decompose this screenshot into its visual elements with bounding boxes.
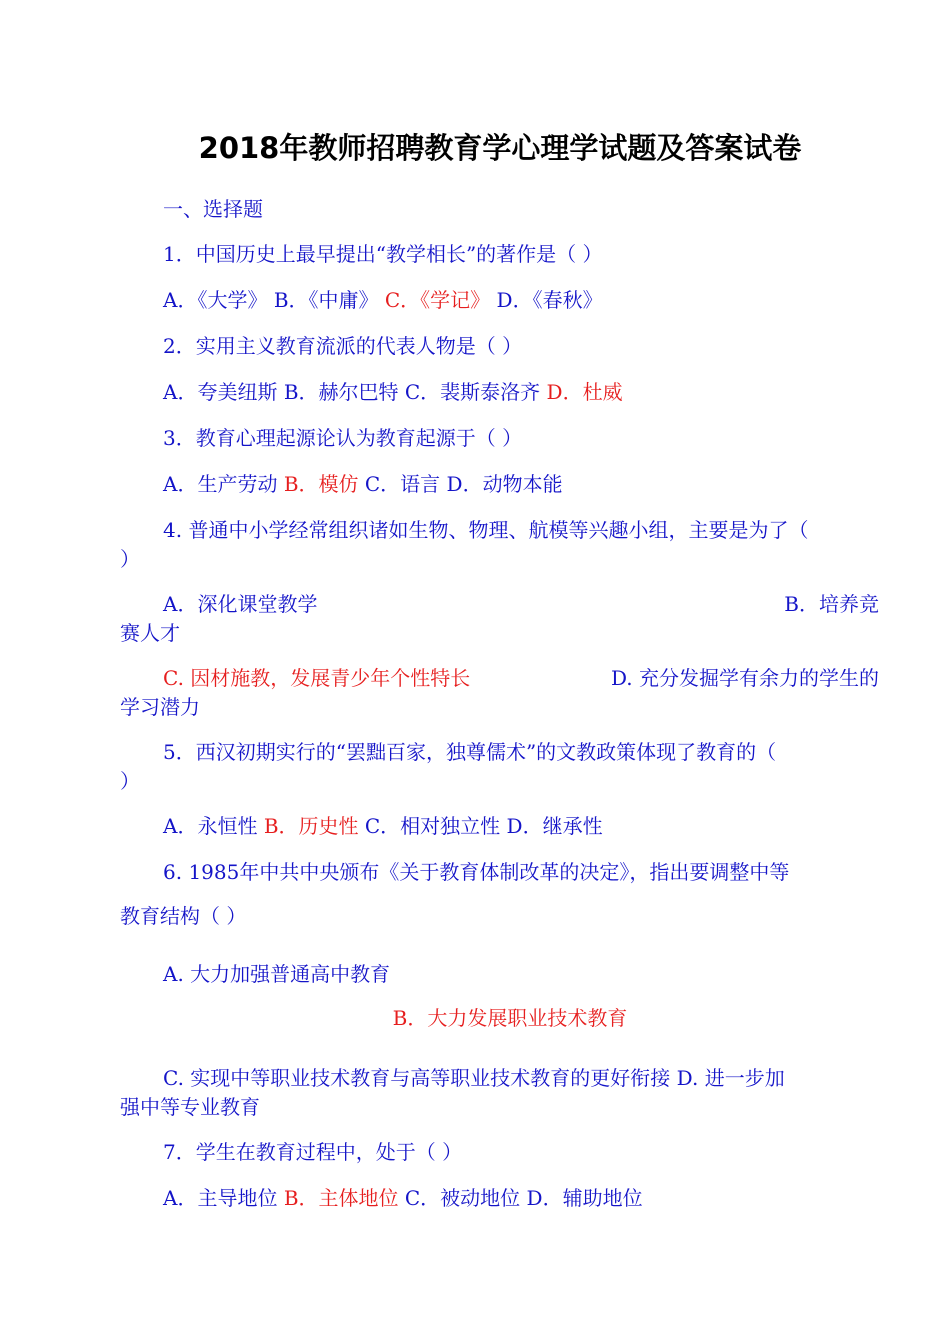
option-a: A．《大学》 [163, 288, 268, 312]
question-2-options [120, 378, 879, 406]
question-4-stem-line2: ） [120, 547, 140, 571]
question-6-stem-line1: 6. 1985年中共中央颁布《关于教育体制改革的决定》，指出要调整中等 [163, 860, 790, 884]
option-d: D．动物本能 [446, 472, 563, 496]
option-b-line2: 赛人才 [120, 621, 180, 645]
option-d: D．辅助地位 [526, 1186, 643, 1210]
question-6-option-c-line1: C. 实现中等职业技术教育与高等职业技术教育的更好衔接 D. 进一步加 [163, 1066, 785, 1090]
option-a: A．主导地位 [163, 1186, 278, 1210]
option-b: B．《中庸》 [273, 288, 379, 312]
section-heading: 一、选择题 [163, 197, 263, 221]
question-7-stem: 7．学生在教育过程中，处于（ ） [163, 1140, 463, 1164]
option-c-answer: C．《学记》 [384, 288, 491, 312]
option-d: D．继承性 [506, 814, 603, 838]
question-5-stem-line1: 5．西汉初期实行的“罢黜百家，独尊儒术”的文教政策体现了教育的（ [163, 740, 777, 764]
option-d-line1: D. 充分发掘学有余力的学生的 [610, 666, 879, 690]
option-c: C．语言 [364, 472, 441, 496]
option-d-line2: 学习潜力 [120, 695, 200, 719]
option-b-answer: B．历史性 [263, 814, 359, 838]
option-a: A．生产劳动 [163, 472, 278, 496]
option-b-answer: B．模仿 [283, 472, 359, 496]
question-5-options [120, 812, 879, 840]
question-6-stem-line2: 教育结构（ ） [120, 904, 247, 928]
question-1-options [120, 286, 879, 314]
option-b: B．赫尔巴特 [283, 380, 399, 404]
option-d: D．《春秋》 [496, 288, 603, 312]
option-a: A．夸美纽斯 [163, 380, 278, 404]
option-c-answer: C. 因材施教，发展青少年个性特长 [163, 666, 471, 690]
question-4-stem-line1: 4. 普通中小学经常组织诸如生物、物理、航模等兴趣小组，主要是为了（ [163, 518, 809, 542]
question-3-options [120, 470, 879, 498]
question-6-option-c-line2: 强中等专业教育 [120, 1095, 260, 1119]
question-4-options-row2 [120, 664, 879, 692]
question-3-stem: 3．教育心理起源论认为教育起源于（ ） [163, 426, 523, 450]
option-b-line1: B．培养竞 [784, 592, 879, 616]
option-c: C．相对独立性 [364, 814, 501, 838]
question-1-stem: 1．中国历史上最早提出“教学相长”的著作是（ ） [163, 242, 603, 266]
option-a: A．永恒性 [163, 814, 258, 838]
question-7-options [120, 1184, 879, 1212]
question-5-stem-line2: ） [120, 769, 140, 793]
option-b-answer: B．主体地位 [283, 1186, 399, 1210]
question-6-option-a: A. 大力加强普通高中教育 [163, 962, 391, 986]
question-6-option-b-answer: B．大力发展职业技术教育 [392, 1006, 628, 1030]
document-title: 2018年教师招聘教育学心理学试题及答案试卷 [198, 131, 802, 165]
option-c: C．裴斯泰洛齐 [404, 380, 541, 404]
question-2-stem: 2．实用主义教育流派的代表人物是（ ） [163, 334, 523, 358]
option-a: A．深化课堂教学 [163, 592, 318, 616]
option-c: C．被动地位 [404, 1186, 521, 1210]
question-4-options-row1 [120, 590, 879, 618]
option-d-answer: D．杜威 [546, 380, 623, 404]
